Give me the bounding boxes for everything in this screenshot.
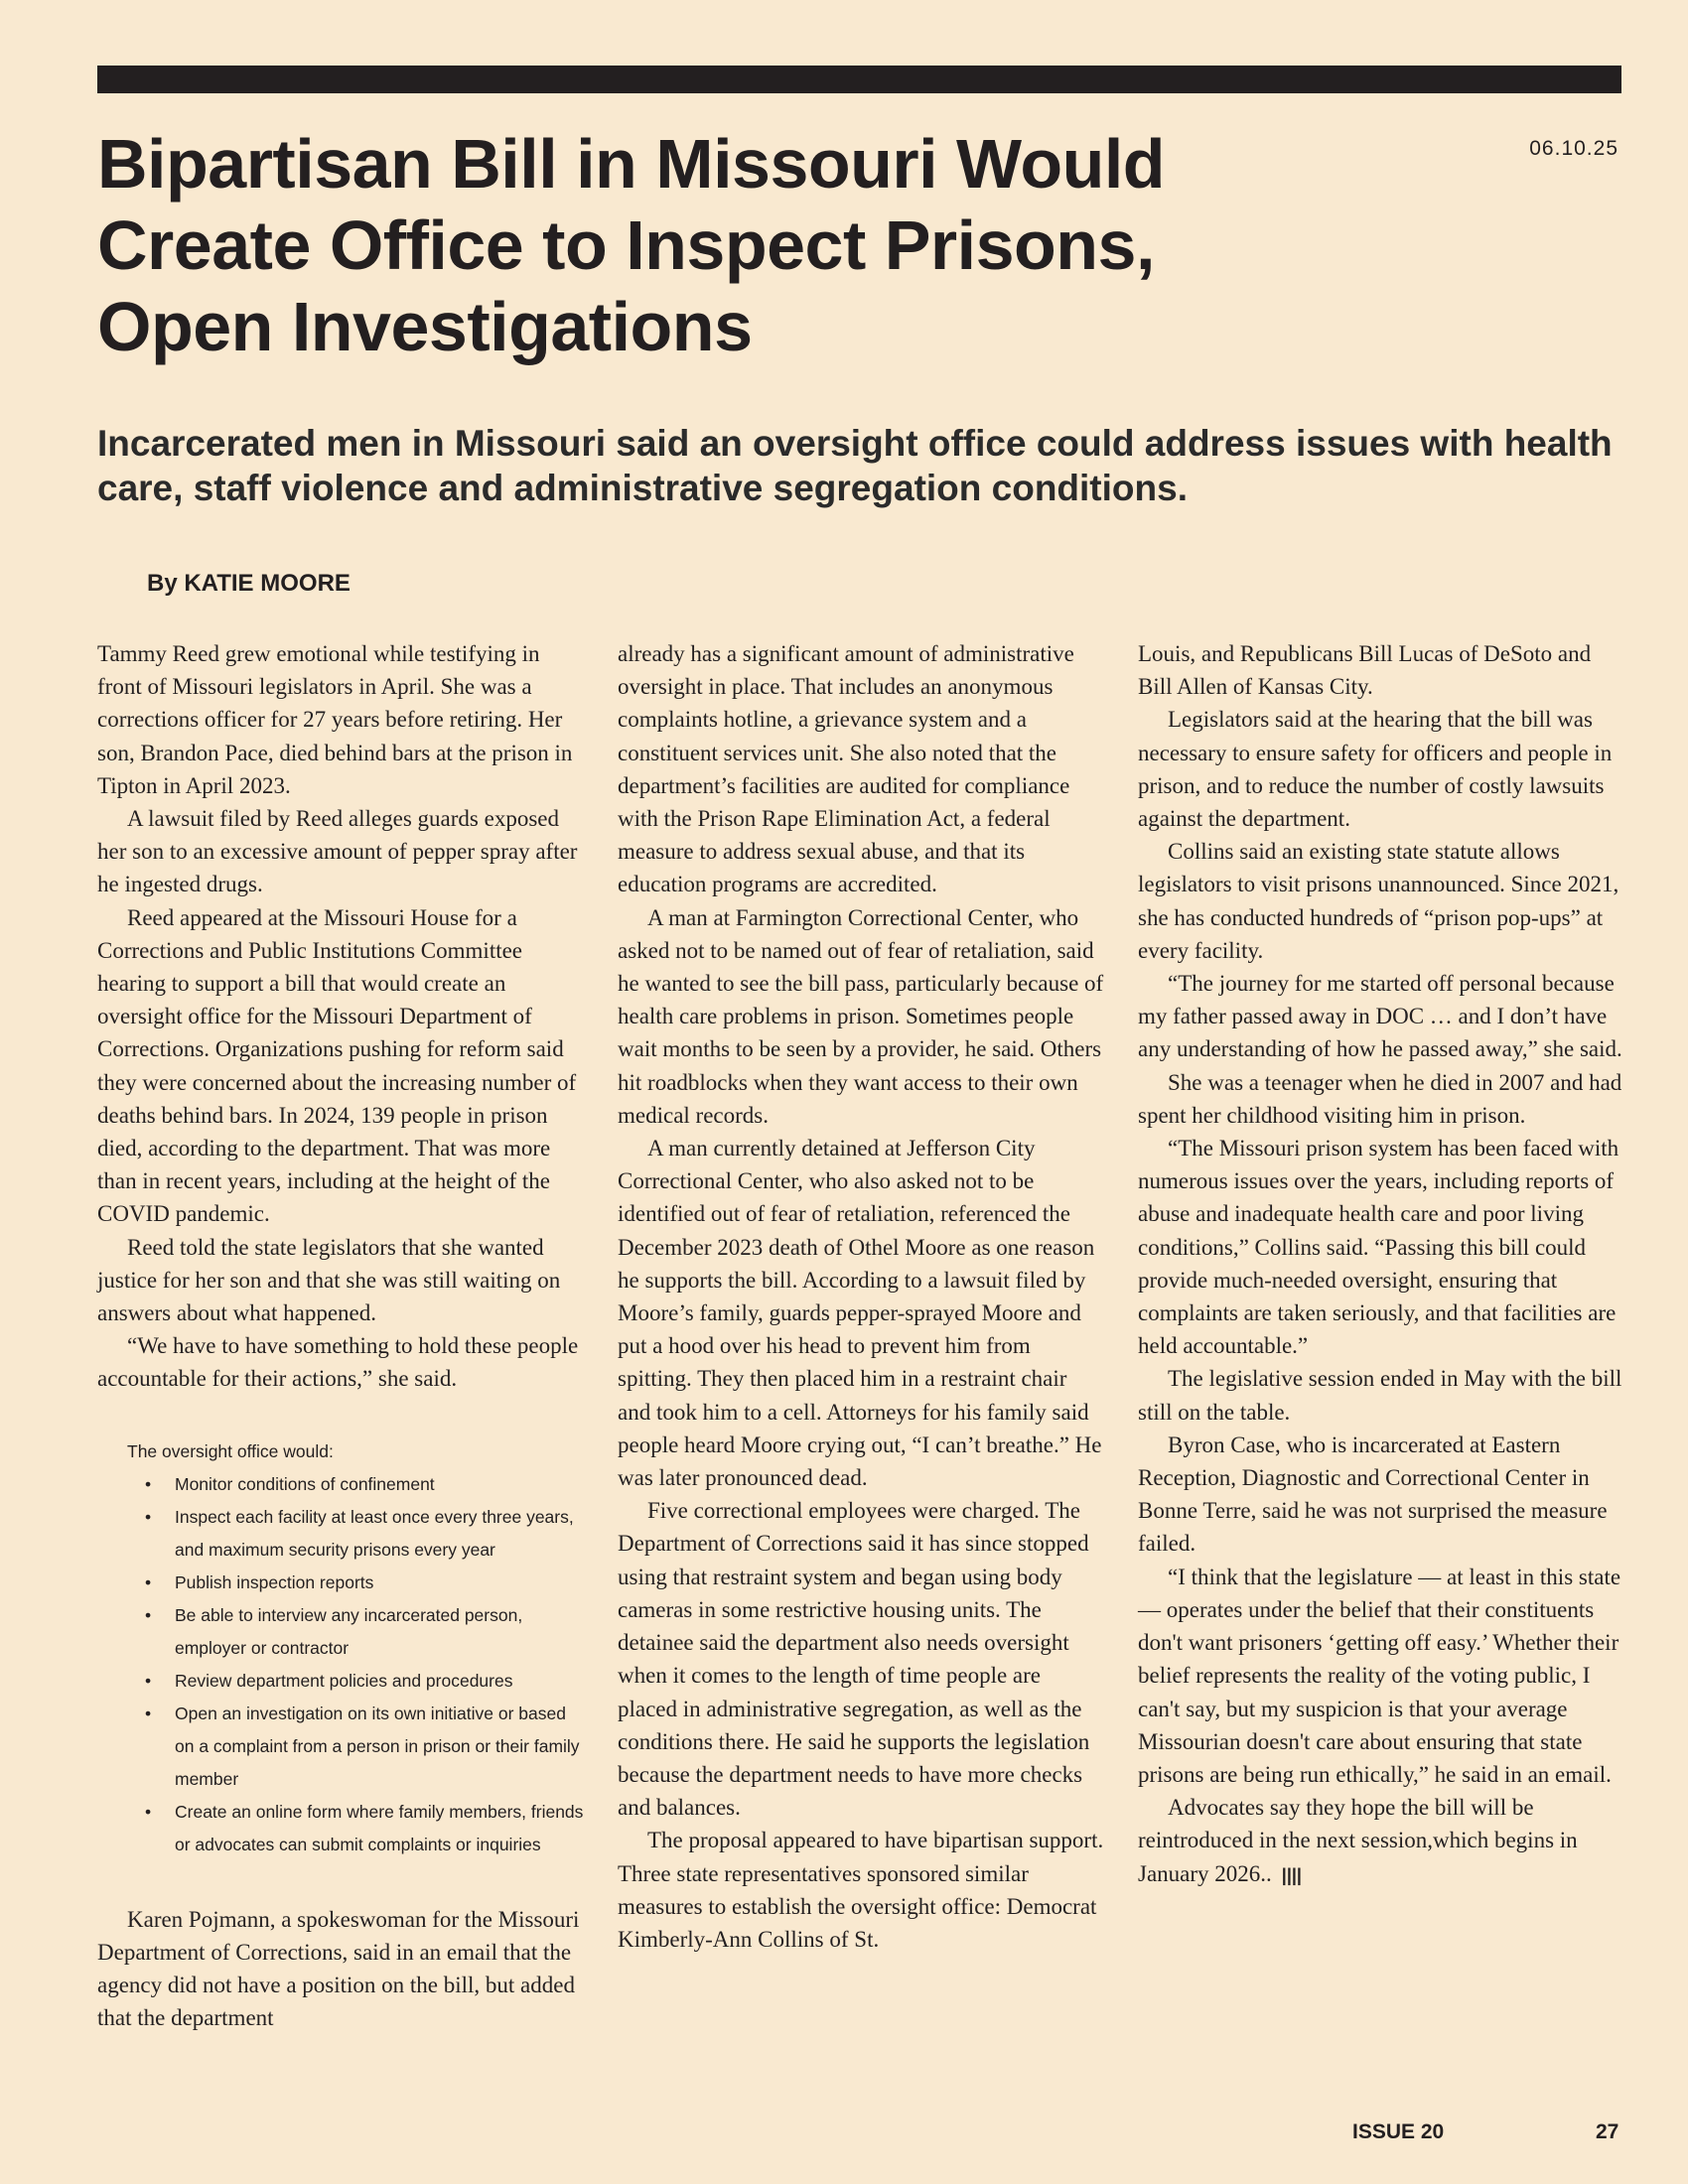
list-item: • Create an online form where family members, friends or advocates can submit complaints or inquiries [145,1796,584,1861]
list-item: • Review department policies and procedures [145,1665,584,1698]
paragraph: “I think that the legislature — at least in this state — operates under the belief that their constituents don't want prisoners ‘getting off easy.’ Whether their belief represents the reality of the voting public, I can't say, but my suspicion is that your average Missourian doesn't care about ensuring that state prisons are being run ethically,” he said in an email. [1138,1564,1621,1787]
paragraph: Reed told the state legislators that she wanted justice for her son and that she was still waiting on answers about what happened. [97,1234,561,1326]
oversight-sidebar [127,1435,584,1861]
paragraph: A man currently detained at Jefferson City Correctional Center, who also asked not to be identified out of fear of retaliation, referenced the December 2023 death of Othel Moore as one reason he supports the bill. According to a lawsuit filed by Moore’s family, guards pepper-sprayed Moore and put a hood over his head to prevent him from spitting. They then placed him in a restraint chair and took him to a cell. Attorneys for his family said people heard Moore crying out, “I can’t breathe.” He was later pronounced dead. [618,1136,1102,1491]
sidebar-title: The oversight office would: [127,1440,334,1461]
paragraph: The legislative session ended in May with the bill still on the table. [1138,1366,1622,1425]
paragraph: Byron Case, who is incarcerated at Eastern Reception, Diagnostic and Correctional Center in Bonne Terre, said he was not surprised the measure failed. [1138,1432,1608,1557]
article-column-3 [1138,637,1624,1892]
paragraph: Five correctional employees were charged. The Department of Corrections said it has since stopped using that restraint system and began using body cameras in some restrictive housing units. The detainee said the department also needs oversight when it comes to the length of time people are placed in administrative segregation, as well as the conditions there. He said he supports the legislation because the department needs to have more checks and balances. [618,1498,1090,1821]
headline: Bipartisan Bill in Missouri Would Create Office to Inspect Prisons, Open Investigations [97,125,1166,365]
list-item: • Inspect each facility at least once every three years, and maximum security prisons every year [145,1501,584,1567]
paragraph: “We have to have something to hold these people accountable for their actions,” she said. [97,1333,579,1392]
list-item: • Be able to interview any incarcerated person, employer or contractor [145,1599,584,1665]
top-rule [97,66,1621,93]
byline: By KATIE MOORE [147,570,351,597]
paragraph: She was a teenager when he died in 2007 and had spent her childhood visiting him in prison. [1138,1069,1622,1128]
publication-date: 06.10.25 [1529,137,1618,160]
list-item: • Open an investigation on its own initiative or based on a complaint from a person in prison or their family member [145,1698,584,1796]
article-column-1 [97,637,584,2034]
paragraph: “The Missouri prison system has been faced with numerous issues over the years, including reports of abuse and inadequate health care and poor living conditions,” Collins said. “Passing this bill could provide much-needed oversight, ensuring that complaints are taken seriously, and that facilities are held accountable.” [1138,1136,1619,1359]
subheadline: Incarcerated men in Missouri said an oversight office could address issues with health care, staff violence and administrative segregation conditions. [97,423,1613,508]
paragraph-text: Advocates say they hope the bill will be reintroduced in the next session,which begins in January 2026.. [1138,1795,1578,1886]
paragraph: Reed appeared at the Missouri House for a Corrections and Public Institutions Committee hearing to support a bill that would create an oversight office for the Missouri Department of Corrections. Organizations pushing for reform said they were concerned about the increasing number of deaths behind bars. In 2024, 139 people in prison died, according to the department. That was more than in recent years, including at the height of the COVID pandemic. [97,904,577,1227]
paragraph: already has a significant amount of administrative oversight in place. That includes an anonymous complaints hotline, a grievance system and a constituent services unit. She also noted that the department’s facilities are audited for compliance with the Prison Rape Elimination Act, a federal measure to address sexual abuse, and that its education programs are accredited. [618,641,1074,897]
paragraph-final [1138,1791,1624,1892]
page-number: 27 [1596,2120,1619,2143]
paragraph: A lawsuit filed by Reed alleges guards exposed her son to an excessive amount of pepper spray after he ingested drugs. [97,806,578,897]
paragraph: Karen Pojmann, a spokeswoman for the Missouri Department of Corrections, said in an email that the agency did not have a position on the bill, but added that the department [97,1906,580,2031]
paragraph: Legislators said at the hearing that the bill was necessary to ensure safety for officers and people in prison, and to reduce the number of costly lawsuits against the department. [1138,707,1613,832]
paragraph: The proposal appeared to have bipartisan support. Three state representatives sponsored similar measures to establish the oversight office: Democrat Kimberly-Ann Collins of St. [618,1828,1104,1952]
paragraph: Tammy Reed grew emotional while testifying in front of Missouri legislators in April. She was a corrections officer for 27 years before retiring. Her son, Brandon Pace, died behind bars at the prison in Tipton in April 2023. [97,641,573,798]
paragraph: Louis, and Republicans Bill Lucas of DeSoto and Bill Allen of Kansas City. [1138,641,1592,700]
paragraph: Collins said an existing state statute allows legislators to visit prisons unannounced. Since 2021, she has conducted hundreds of “prison pop-ups” at every facility. [1138,839,1619,963]
sidebar-list [127,1468,584,1861]
list-item: • Monitor conditions of confinement [145,1468,584,1501]
list-item: • Publish inspection reports [145,1567,584,1599]
article-column-2 [618,637,1104,1956]
paragraph: A man at Farmington Correctional Center, who asked not to be named out of fear of retaliation, said he wanted to see the bill pass, particularly because of health care problems in prison. Sometimes people wait months to be seen by a provider, he said. Others hit roadblocks when they want access to their own medical records. [618,904,1104,1128]
end-mark-icon: |||| [1281,1864,1302,1885]
issue-number: ISSUE 20 [1352,2120,1445,2143]
paragraph: “The journey for me started off personal because my father passed away in DOC … and I don’t have any understanding of how he passed away,” she said. [1138,971,1622,1062]
